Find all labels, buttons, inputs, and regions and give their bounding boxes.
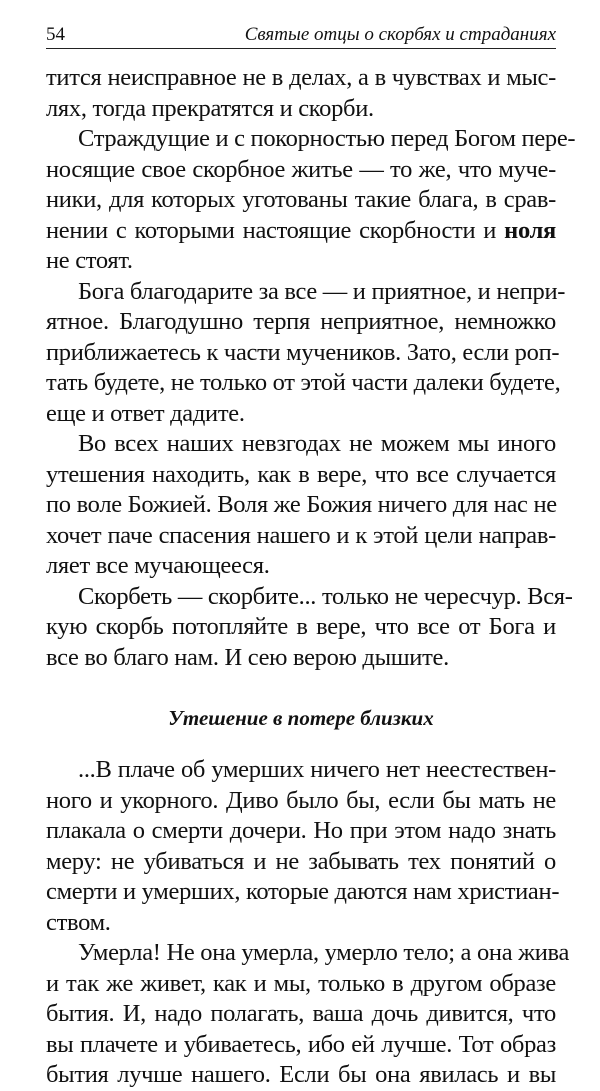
text-line: тать будете, не только от этой части далеки будете, — [46, 369, 561, 396]
text-line: плакала о смерти дочери. Но при этом надо знать — [46, 817, 556, 844]
text-line: Страждущие и с покорностью перед Богом пере- — [78, 125, 576, 152]
text-line: все во благо нам. И сею верою дышите. — [46, 643, 449, 671]
paragraph-5 — [46, 582, 573, 674]
text-line: приближаетесь к части мучеников. Зато, если роп- — [46, 338, 560, 366]
text-line: Во всех наших невзгодах не можем мы иного — [78, 430, 556, 457]
text-line — [46, 216, 556, 247]
text-line: хочет паче спасения нашего и к этой цели направ- — [46, 521, 556, 549]
text-line: носящие свое скорбное житье — то же, что муче- — [46, 155, 556, 183]
text-line: вы плачете и убиваетесь, ибо ей лучше. Тот образ — [46, 1030, 556, 1058]
text-line: еще и ответ дадите. — [46, 399, 245, 427]
text-line: по воле Божией. Воля же Божия ничего для нас не — [46, 491, 557, 518]
section-paragraph-1 — [46, 755, 560, 938]
page-number: 54 — [46, 24, 65, 45]
text-line: смерти и умерших, которые даются нам христиан- — [46, 878, 560, 905]
text-line: Скорбеть — скорбите... только не чересчур. Вся- — [78, 582, 573, 610]
paragraph-4 — [46, 429, 556, 582]
text-line: ляет все мучающееся. — [46, 552, 270, 579]
text-line: ного и укорного. Диво было бы, если бы мать не — [46, 786, 556, 814]
paragraph-1 — [46, 63, 556, 124]
text-line: тится неисправное не в делах, а в чувствах и мыс- — [46, 64, 556, 91]
section-heading: Утешение в потере близких — [168, 706, 434, 730]
body-text — [46, 63, 576, 1091]
text-line: ством. — [46, 908, 111, 936]
bold-word: ноля — [504, 216, 556, 244]
text-line: ники, для которых уготованы такие блага, в срав- — [46, 186, 556, 213]
text-line: бытия лучше нашего. Если бы она явилась и вы — [46, 1061, 556, 1088]
section-paragraph-2 — [46, 938, 570, 1091]
text-line: лях, тогда прекратятся и скорби. — [46, 94, 374, 122]
text-line: не стоят. — [46, 247, 133, 274]
text-line: ...В плаче об умерших ничего нет неестествен- — [78, 756, 556, 783]
text-line: Бога благодарите за все — и приятное, и непри- — [78, 277, 566, 305]
text-line: Умерла! Не она умерла, умерло тело; а она жива — [78, 939, 570, 966]
page-header — [46, 22, 556, 49]
running-title: Святые отцы о скорбях и страданиях — [244, 24, 556, 45]
text-line: бытия. И, надо полагать, ваша дочь дивится, что — [46, 1000, 556, 1027]
paragraph-2 — [46, 124, 576, 277]
paragraph-3 — [46, 277, 566, 430]
text-line: утешения находить, как в вере, что все случается — [46, 460, 556, 488]
text-line: кую скорбь потопляйте в вере, что все от Бога и — [46, 613, 556, 640]
text-fragment: нении с которыми настоящие скорбности и — [46, 216, 505, 244]
text-line: меру: не убиваться и не забывать тех понятий о — [46, 847, 556, 875]
text-line: ятное. Благодушно терпя неприятное, немножко — [46, 308, 556, 335]
text-line: и так же живет, как и мы, только в другом образе — [46, 969, 556, 997]
